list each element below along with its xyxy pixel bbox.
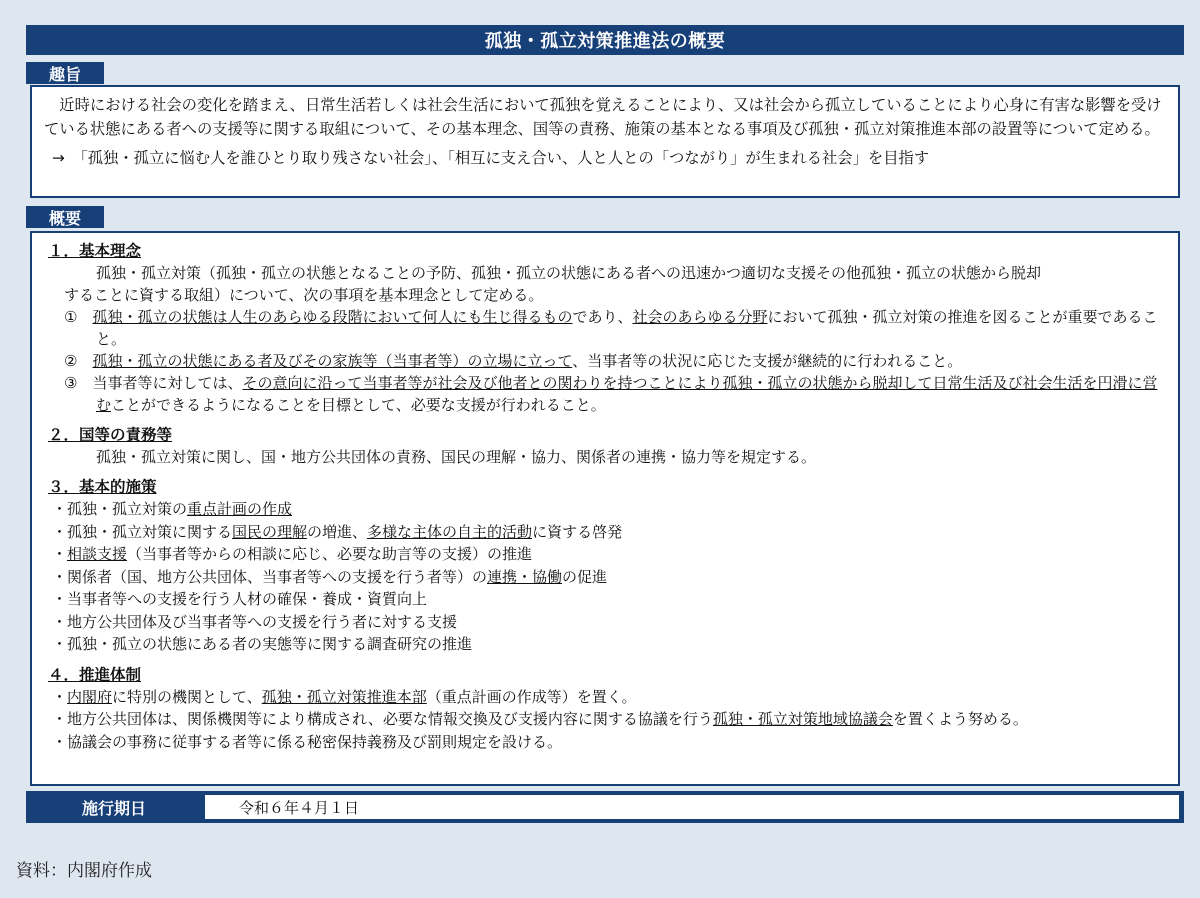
measure-item-4: ・関係者（国、地方公共団体、当事者等への支援を行う者等）の連携・協働の促進	[52, 567, 608, 586]
principle-item-2: ② 孤独・孤立の状態にある者及びその家族等（当事者等）の立場に立って、当事者等の状況に応じた支援が継続的に行われること。	[64, 352, 963, 370]
measure-item-3: ・相談支援（当事者等からの相談に応じ、必要な助言等の支援）の推進	[52, 545, 533, 563]
purpose-label: 趣旨	[26, 62, 104, 84]
purpose-text: 近時における社会の変化を踏まえ、日常生活若しくは社会生活において孤独を覚えることにより、又は社会から孤立していることにより心身に有害な影響を受けている状態にある者への支援等に関する取組について、その基本理念、国等の責務、施策の基本となる事項及び孤独・孤立対策推進本部の設置等について定める。	[44, 96, 1162, 138]
section-2-text: 孤独・孤立対策に関し、国・地方公共団体の責務、国民の理解・協力、関係者の連携・協力等を規定する。	[96, 448, 817, 466]
effective-date-value: 令和６年４月１日	[205, 795, 1179, 819]
structure-item-3: ・協議会の事務に従事する者等に係る秘密保持義務及び罰則規定を設ける。	[52, 732, 563, 751]
section-2-heading: ２．国等の責務等	[48, 426, 173, 444]
section-1-intro: 孤独・孤立対策（孤独・孤立の状態となることの予防、孤独・孤立の状態にある者への迅速かつ適切な支援その他孤独・孤立の状態から脱却	[96, 264, 1042, 282]
effective-date-label: 施行期日	[81, 798, 146, 818]
source-note: 資料：内閣府作成	[16, 861, 152, 881]
measure-item-7: ・孤独・孤立の状態にある者の実態等に関する調査研究の推進	[52, 635, 473, 653]
measure-item-1: ・孤独・孤立対策の重点計画の作成	[52, 500, 293, 518]
overview-box	[30, 231, 1180, 786]
measure-item-5: ・当事者等への支援を行う人材の確保・養成・資質向上	[52, 590, 428, 608]
principle-item-1: ① 孤独・孤立の状態は人生のあらゆる段階において何人にも生じ得るものであり、社会のあらゆる分野において孤独・孤立対策の推進を図ることが重要であること。	[64, 308, 1158, 348]
section-4-heading: ４．推進体制	[48, 665, 142, 684]
structure-item-1: ・内閣府に特別の機関として、孤独・孤立対策推進本部（重点計画の作成等）を置く。	[52, 687, 637, 706]
measure-item-6: ・地方公共団体及び当事者等への支援を行う者に対する支援	[52, 612, 458, 631]
principle-item-3: ③ 当事者等に対しては、その意向に沿って当事者等が社会及び他者との関わりを持つことにより孤独・孤立の状態から脱却して日常生活及び社会生活を円滑に営むことができるようになることを目標として、必要な支援が行われること。	[64, 374, 1158, 414]
document-title: 孤独・孤立対策推進法の概要	[26, 25, 1184, 55]
purpose-box	[30, 85, 1180, 198]
overview-label: 概要	[26, 206, 104, 228]
measure-item-2: ・孤独・孤立対策に関する国民の理解の増進、多様な主体の自主的活動に資する啓発	[52, 522, 623, 541]
section-3-heading: ３．基本的施策	[48, 478, 157, 496]
section-1-heading: １．基本理念	[48, 242, 142, 260]
structure-item-2: ・地方公共団体は、関係機関等により構成され、必要な情報交換及び支援内容に関する協議を行う孤独・孤立対策地域協議会を置くよう努める。	[52, 710, 1028, 728]
section-1-intro-cont: することに資する取組）について、次の事項を基本理念として定める。	[64, 286, 544, 304]
purpose-goal: → 「孤独・孤立に悩む人を誰ひとり取り残さない社会」、「相互に支え合い、人と人との「つながり」が生まれる社会」を目指す	[52, 149, 930, 167]
